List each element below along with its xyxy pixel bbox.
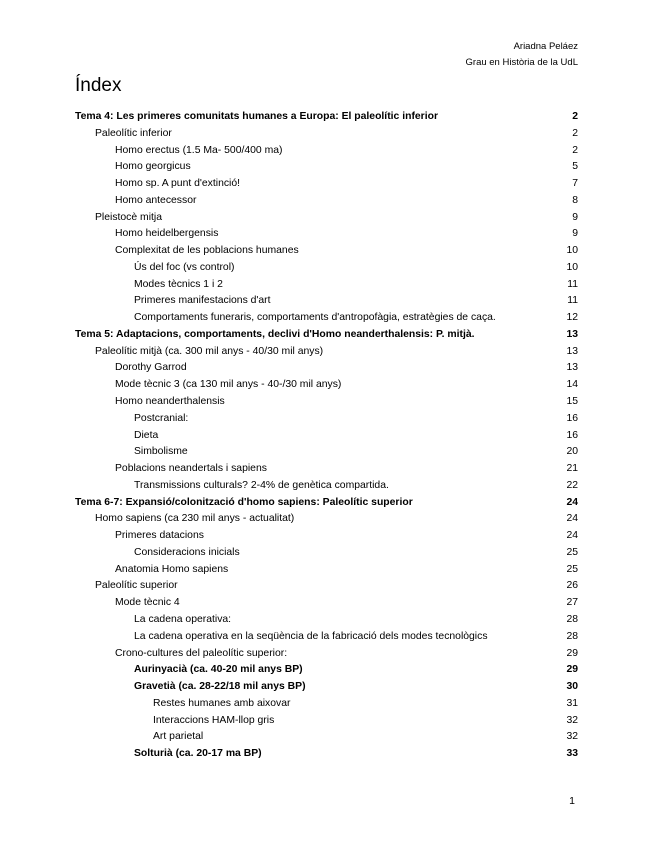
- toc-entry-page: 15: [566, 396, 578, 408]
- toc-entry-page: 29: [566, 647, 578, 659]
- toc-entry[interactable]: [0, 595, 655, 612]
- toc-entry-title: Solturià (ca. 20-17 ma BP): [134, 748, 262, 760]
- toc-entry-title: Primeres datacions: [115, 530, 204, 542]
- toc-entry[interactable]: [0, 629, 655, 646]
- toc-entry[interactable]: [0, 109, 655, 126]
- toc-entry-page: 28: [566, 630, 578, 642]
- toc-entry-title: La cadena operativa en la seqüència de la fabricació dels modes tecnològics: [134, 630, 488, 642]
- toc-entry-title: Art parietal: [153, 731, 204, 743]
- toc-entry[interactable]: [0, 578, 655, 595]
- toc-entry-page: 24: [566, 513, 578, 525]
- toc-entry-title: Homo georgicus: [115, 161, 191, 173]
- toc-entry-page: 8: [572, 194, 578, 206]
- toc-entry[interactable]: [0, 293, 655, 310]
- toc-entry-title: Homo sapiens (ca 230 mil anys - actualitat): [95, 513, 295, 525]
- toc-entry-title: Ús del foc (vs control): [134, 261, 235, 273]
- toc-entry[interactable]: [0, 143, 655, 160]
- toc-entry-page: 5: [572, 161, 578, 173]
- toc-entry[interactable]: [0, 159, 655, 176]
- toc-entry-title: Dieta: [134, 429, 159, 441]
- toc-entry-title: Paleolític superior: [95, 580, 178, 592]
- toc-entry-page: 25: [566, 563, 578, 575]
- toc-entry-page: 33: [566, 748, 578, 760]
- toc-entry-page: 12: [566, 312, 578, 324]
- toc-entry-title: La cadena operativa:: [134, 613, 232, 625]
- page-title: Índex: [75, 75, 122, 96]
- header-course: Grau en Història de la UdL: [465, 57, 578, 68]
- toc-entry-title: Interaccions HAM-llop gris: [153, 714, 275, 726]
- toc-entry-title: Gravetià (ca. 28-22/18 mil anys BP): [134, 681, 306, 693]
- toc-entry-title: Tema 6-7: Expansió/colonització d'homo sapiens: Paleolític superior: [75, 496, 413, 508]
- toc-entry-title: Transmissions culturals? 2-4% de genètica compartida.: [134, 479, 389, 491]
- toc-entry-page: 22: [566, 479, 578, 491]
- toc-entry-page: 13: [566, 362, 578, 374]
- toc-entry[interactable]: [0, 226, 655, 243]
- footer-page-number: 1: [569, 795, 575, 807]
- toc-entry-title: Tema 4: Les primeres comunitats humanes a Europa: El paleolític inferior: [75, 111, 439, 122]
- toc-entry-page: 11: [567, 278, 578, 290]
- toc-entry[interactable]: [0, 360, 655, 377]
- toc-entry[interactable]: [0, 746, 655, 763]
- toc-entry-page: 2: [572, 144, 578, 156]
- toc-entry-page: 25: [566, 546, 578, 558]
- toc-entry-page: 16: [566, 429, 578, 441]
- toc-entry-title: Homo neanderthalensis: [115, 396, 225, 408]
- toc-entry[interactable]: [0, 713, 655, 730]
- toc-entry-title: Consideracions inicials: [134, 546, 240, 558]
- toc-entry[interactable]: [0, 679, 655, 696]
- toc-entry[interactable]: [0, 394, 655, 411]
- toc-entry-title: Comportaments funeraris, comportaments d'antropofàgia, estratègies de caça.: [134, 312, 496, 324]
- toc-entry-page: 9: [572, 228, 578, 240]
- toc-entry[interactable]: [0, 444, 655, 461]
- toc-entry[interactable]: [0, 310, 655, 327]
- toc-entry-title: Postcranial:: [134, 412, 189, 424]
- toc-entry-title: Homo erectus (1.5 Ma- 500/400 ma): [115, 144, 283, 156]
- toc-entry[interactable]: [0, 478, 655, 495]
- toc-entry[interactable]: [0, 662, 655, 679]
- toc-entry[interactable]: [0, 243, 655, 260]
- toc-entry[interactable]: [0, 327, 655, 344]
- toc-entry-title: Homo heidelbergensis: [115, 228, 219, 240]
- toc-entry[interactable]: [0, 411, 655, 428]
- toc-entry-title: Simbolisme: [134, 446, 188, 458]
- toc-entry[interactable]: [0, 277, 655, 294]
- toc-entry-title: Homo sp. A punt d'extinció!: [115, 178, 241, 190]
- toc-entry-page: 14: [566, 379, 578, 391]
- toc-entry-page: 28: [566, 613, 578, 625]
- toc-entry[interactable]: [0, 646, 655, 663]
- toc-entry-page: 2: [572, 127, 578, 139]
- toc-entry[interactable]: [0, 428, 655, 445]
- toc-entry-title: Tema 5: Adaptacions, comportaments, declivi d'Homo neanderthalensis: P. mitjà.: [75, 328, 475, 340]
- toc-entry-title: Paleolític mitjà (ca. 300 mil anys - 40/30 mil anys): [95, 345, 324, 357]
- toc-entry-page: 27: [566, 597, 578, 609]
- toc-entry[interactable]: [0, 210, 655, 227]
- toc-entry-title: Anatomia Homo sapiens: [115, 563, 229, 575]
- toc-entry[interactable]: [0, 612, 655, 629]
- toc-entry-title: Dorothy Garrod: [115, 362, 187, 374]
- toc-entry-title: Homo antecessor: [115, 194, 197, 206]
- toc-entry-page: 29: [566, 664, 578, 676]
- toc-entry-title: Primeres manifestacions d'art: [134, 295, 271, 307]
- toc-entry[interactable]: [0, 377, 655, 394]
- toc-entry[interactable]: [0, 176, 655, 193]
- toc-entry[interactable]: [0, 696, 655, 713]
- toc-entry[interactable]: [0, 461, 655, 478]
- toc-entry-title: Mode tècnic 4: [115, 597, 180, 609]
- toc-entry[interactable]: [0, 260, 655, 277]
- toc-entry-title: Mode tècnic 3 (ca 130 mil anys - 40-/30 mil anys): [115, 379, 342, 391]
- toc-entry-page: 16: [566, 412, 578, 424]
- toc-entry[interactable]: [0, 562, 655, 579]
- toc-entry-title: Pleistocè mitja: [95, 211, 162, 223]
- toc-entry-title: Modes tècnics 1 i 2: [134, 278, 223, 290]
- toc-entry-title: Poblacions neandertals i sapiens: [115, 463, 267, 475]
- toc-entry-title: Complexitat de les poblacions humanes: [115, 245, 299, 257]
- toc-entry[interactable]: [0, 545, 655, 562]
- toc-entry-title: Crono-cultures del paleolític superior:: [115, 647, 288, 659]
- toc-entry-page: 20: [566, 446, 578, 458]
- toc-entry[interactable]: [0, 528, 655, 545]
- toc-entry-page: 30: [566, 681, 578, 693]
- toc-entry-page: 24: [566, 530, 578, 542]
- toc-entry-page: 26: [566, 580, 578, 592]
- table-of-contents: [0, 109, 655, 763]
- toc-entry-page: 9: [572, 211, 578, 223]
- toc-entry-page: 32: [566, 731, 578, 743]
- toc-entry-page: 32: [566, 714, 578, 726]
- toc-entry-page: 13: [566, 345, 578, 357]
- toc-entry-page: 7: [572, 178, 578, 190]
- header-author: Ariadna Peláez: [513, 41, 578, 52]
- toc-entry[interactable]: [0, 511, 655, 528]
- toc-entry-page: 10: [566, 245, 578, 257]
- toc-entry-page: 13: [566, 328, 578, 340]
- toc-entry-title: Paleolític inferior: [95, 127, 172, 139]
- toc-entry[interactable]: [0, 193, 655, 210]
- toc-entry[interactable]: [0, 344, 655, 361]
- toc-entry-title: Restes humanes amb aixovar: [153, 697, 291, 709]
- toc-entry-page: 11: [567, 295, 578, 307]
- toc-entry-page: 31: [566, 697, 578, 709]
- toc-entry-page: 24: [566, 496, 578, 508]
- toc-entry-page: 2: [572, 111, 578, 122]
- toc-entry-page: 21: [566, 463, 578, 475]
- toc-entry-title: Aurinyacià (ca. 40-20 mil anys BP): [134, 664, 303, 676]
- toc-entry-page: 10: [566, 261, 578, 273]
- toc-entry[interactable]: [0, 729, 655, 746]
- toc-entry[interactable]: [0, 495, 655, 512]
- toc-entry[interactable]: [0, 126, 655, 143]
